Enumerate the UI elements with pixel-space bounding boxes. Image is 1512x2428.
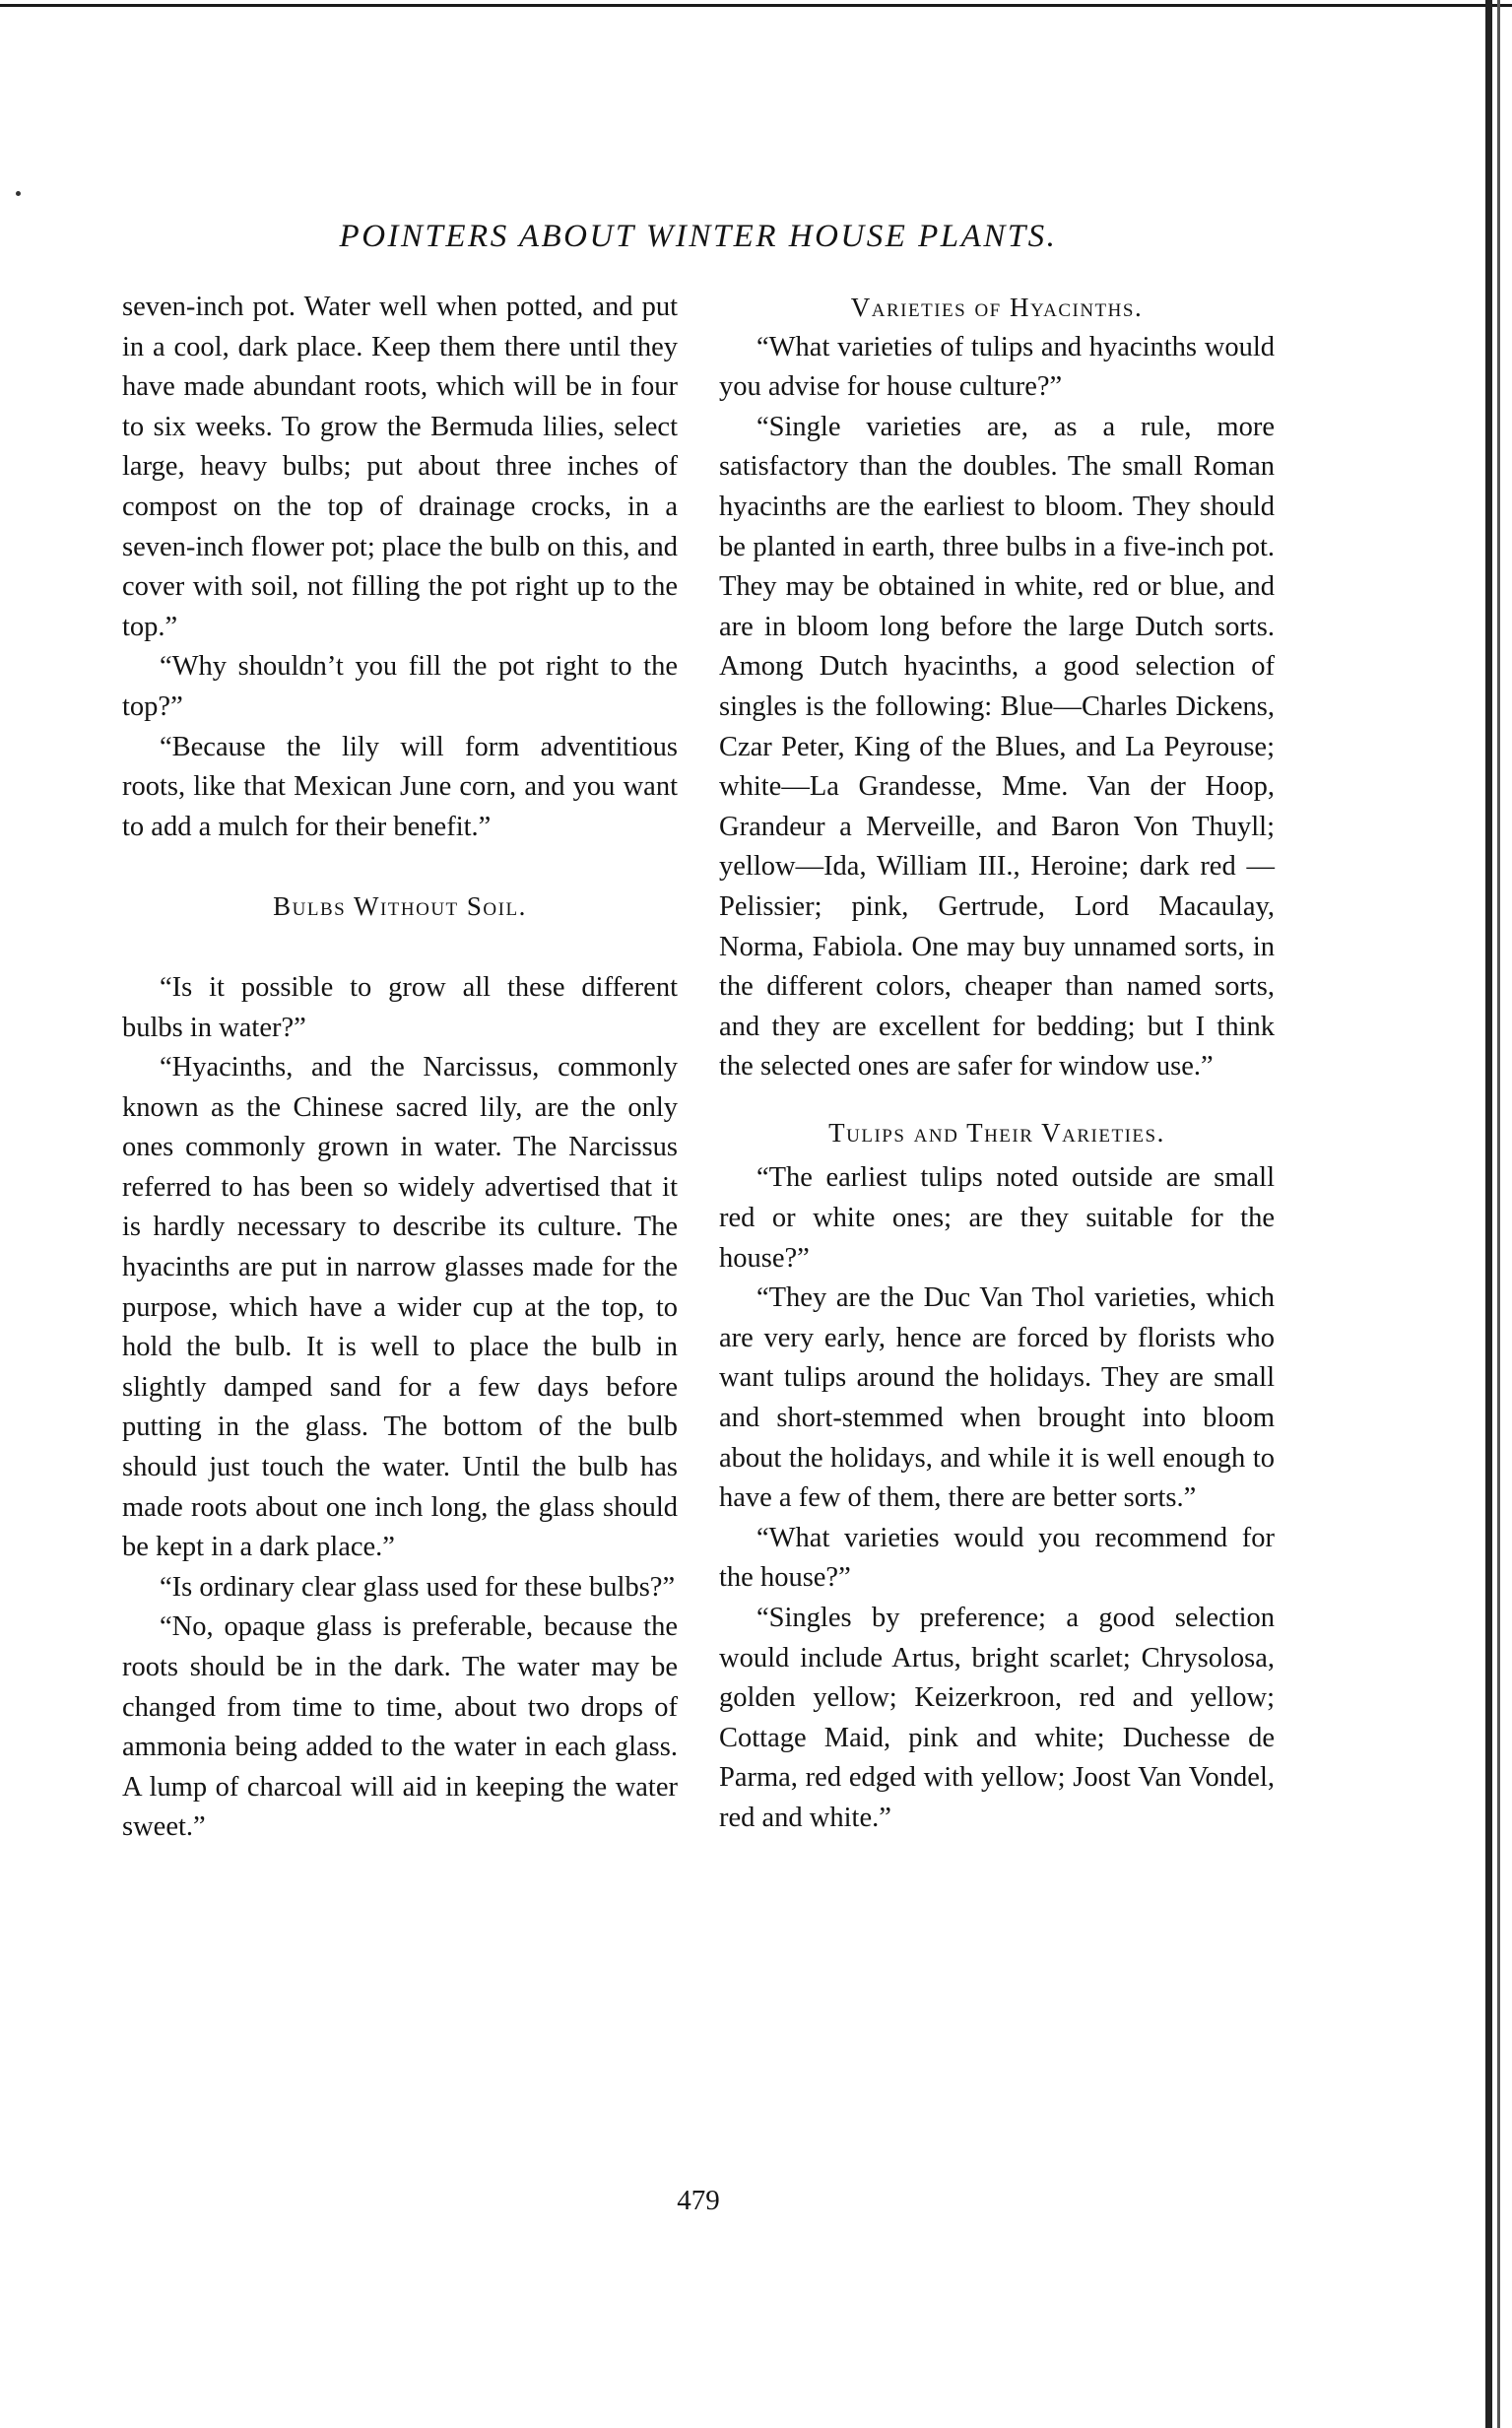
page-edge-line — [1497, 0, 1500, 2428]
running-head: POINTERS ABOUT WINTER HOUSE PLANTS. — [339, 219, 1058, 254]
right-column — [719, 288, 1275, 1839]
section-heading: Varieties of Hyacinths. — [850, 293, 1144, 322]
paragraph: “Because the lily will form adventitious roots, like that Mexican June corn, and you want to add a mulch for their benefit.” — [122, 731, 678, 842]
paragraph: “No, opaque glass is preferable, because the roots should be in the dark. The water may be changed from time to time, about two drops of ammonia being added to the water in each glass. A lump of charcoal will aid in keeping the water sweet.” — [122, 1611, 678, 1843]
top-rule — [0, 4, 1512, 7]
margin-speck — [16, 191, 21, 196]
paragraph: “What varieties of tulips and hyacinths would you advise for house culture?” — [719, 331, 1275, 403]
paragraph: “Is it possible to grow all these different bulbs in water?” — [122, 971, 678, 1043]
page-edge-shadow — [1485, 0, 1492, 2428]
paragraph: “Single varieties are, as a rule, more satisfactory than the doubles. The small Roman hyacinths are the earliest to bloom. They should be planted in earth, three bulbs in a five-inch pot. They may be obtained in white, red or blue, and are in bloom long before the large Dutch sorts. Among Dutch hyacinths, a good selection of singles is the following: Blue—Charles Dickens, Czar Peter, King of the Blues, and La Peyrouse; white—La Grandesse, Mme. Van der Hoop, Grandeur a Merveille, and Baron Von Thuyll; yellow—Ida, William III., Heroine; dark red — Pelissier; pink, Gertrude, Lord Macaulay, Norma, Fabiola. One may buy unnamed sorts, in the different colors, cheaper than named sorts, and they are excellent for bedding; but I think the selected ones are safer for window use.” — [719, 411, 1275, 1083]
section-heading: Tulips and Their Varieties. — [828, 1117, 1165, 1148]
paragraph: “What varieties would you recommend for the house?” — [719, 1522, 1275, 1594]
paragraph: “Singles by preference; a good selection would include Artus, bright scarlet; Chrysolosa, golden yellow; Keizerkroon, red and yellow; Cottage Maid, pink and white; Duchesse de Parma, red edged with yellow; Joost Van Vondel, red and white.” — [719, 1603, 1275, 1833]
paragraph: “Hyacinths, and the Narcissus, commonly known as the Chinese sacred lily, are the only ones commonly grown in water. The Narcissus referred to has been so widely advertised that it is hardly necessary to describe its culture. The hyacinths are put in narrow glasses made for the purpose, which have a wider cup at the top, to hold the bulb. It is well to place the bulb in slightly damped sand for a few days before putting in the glass. The bottom of the bulb should just touch the water. Until the bulb has made roots about one inch long, the glass should be kept in a dark place.” — [122, 1052, 678, 1563]
section-heading: Bulbs Without Soil. — [273, 891, 527, 922]
page-number: 479 — [677, 2185, 720, 2216]
paragraph: seven-inch pot. Water well when potted, and put in a cool, dark place. Keep them there until they have made abundant roots, which will be in four to six weeks. To grow the Bermuda lilies, select large, heavy bulbs; put about three inches of compost on the top of drainage crocks, in a seven-inch flower pot; place the bulb on this, and cover with soil, not filling the pot right up to the top.” — [122, 292, 678, 642]
paragraph: “The earliest tulips noted outside are small red or white ones; are they suitable for the house?” — [719, 1162, 1275, 1274]
paragraph: “Why shouldn’t you fill the pot right to the top?” — [122, 651, 678, 722]
paragraph: “Is ordinary clear glass used for these bulbs?” — [160, 1571, 676, 1603]
paragraph: “They are the Duc Van Thol varieties, which are very early, hence are forced by florists who want tulips around the holidays. They are small and short-stemmed when brought into bloom about the holidays, and while it is well enough to have a few of them, there are better sorts.” — [719, 1282, 1275, 1514]
left-column — [122, 288, 678, 1848]
